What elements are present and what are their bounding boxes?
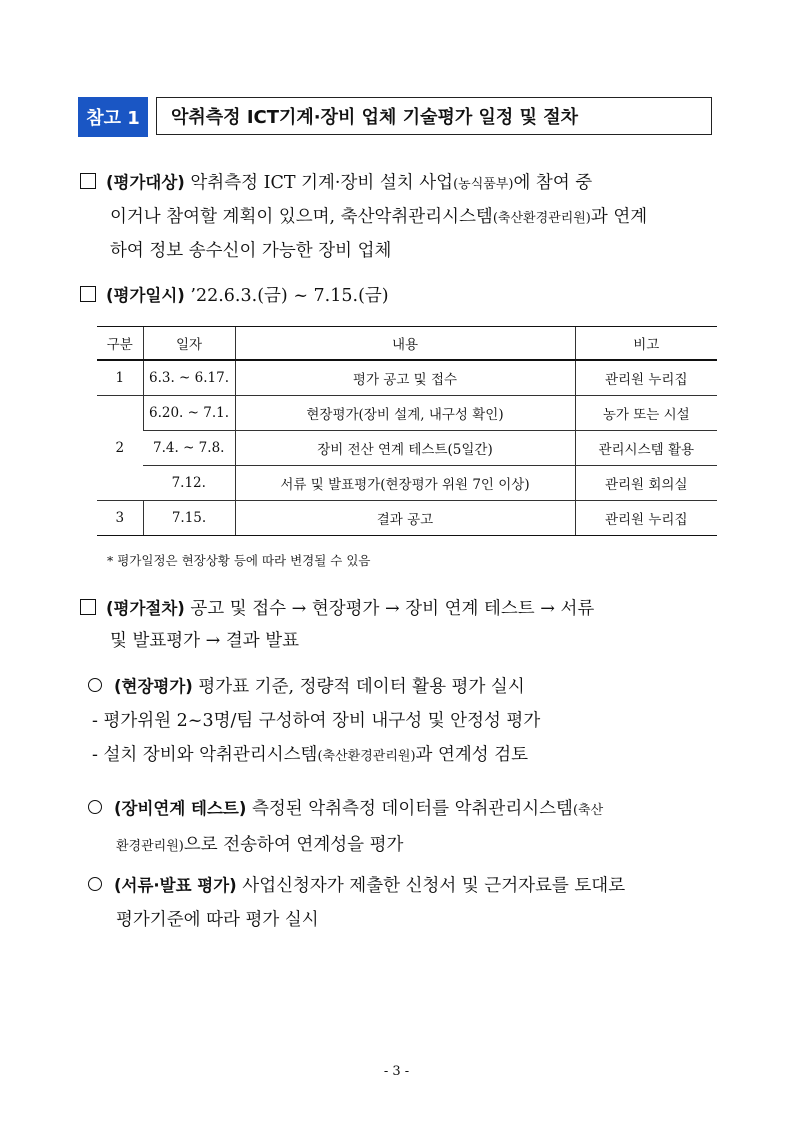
title-text: 악취측정 ICT기계·장비 업체 기술평가 일정 및 절차	[156, 97, 712, 135]
header-note: 비고	[575, 327, 717, 361]
section-procedure: (평가절차) 공고 및 접수 → 현장평가 → 장비 연계 테스트 → 서류 및 발표평가 → 결과 발표	[80, 593, 720, 657]
table-row: 7.4. ~ 7.8. 장비 전산 연계 테스트(5일간) 관리시스템 활용	[97, 431, 717, 466]
section-test: (장비연계 테스트) 측정된 악취측정 데이터를 악취관리시스템(축산 환경관리원)으로 전송하여 연계성을 평가	[88, 792, 728, 864]
checkbox-square-icon	[80, 286, 96, 302]
section-field: (현장평가) 평가표 기준, 정량적 데이터 활용 평가 실시 - 평가위원 2~3명/팀 구성하여 장비 내구성 및 안정성 평가 - 설치 장비와 악취관리시스템(축산환경관리원)과 연계성 검토	[88, 670, 728, 774]
title-badge: 참고 1	[78, 97, 148, 137]
page-title	[78, 97, 712, 137]
header-date: 일자	[143, 327, 235, 361]
bullet-circle-icon	[88, 678, 102, 692]
checkbox-square-icon	[80, 599, 96, 615]
table-row: 7.12. 서류 및 발표평가(현장평가 위원 7인 이상) 관리원 회의실	[97, 466, 717, 501]
section-docs: (서류·발표 평가) 사업신청자가 제출한 신청서 및 근거자료를 토대로 평가기준에 따라 평가 실시	[88, 869, 728, 937]
page-number: - 3 -	[383, 1064, 410, 1079]
schedule-note: * 평가일정은 현장상황 등에 따라 변경될 수 있음	[107, 553, 371, 568]
table-row: 1 6.3. ~ 6.17. 평가 공고 및 접수 관리원 누리집	[97, 360, 717, 396]
header-group: 구분	[97, 327, 143, 361]
schedule-table	[97, 326, 717, 536]
table-row: 2 6.20. ~ 7.1. 현장평가(장비 설계, 내구성 확인) 농가 또는 시설	[97, 396, 717, 431]
section-dates: (평가일시) ’22.6.3.(금) ~ 7.15.(금)	[80, 280, 720, 312]
table-row: 3 7.15. 결과 공고 관리원 누리집	[97, 501, 717, 536]
checkbox-square-icon	[80, 173, 96, 189]
bullet-circle-icon	[88, 877, 102, 891]
section-target: (평가대상) 악취측정 ICT 기계·장비 설치 사업(농식품부)에 참여 중 이거나 참여할 계획이 있으며, 축산악취관리시스템(축산환경관리원)과 연계 하여 정보 송수신이 가능한 장비 업체	[80, 167, 720, 267]
bullet-circle-icon	[88, 800, 102, 814]
header-content: 내용	[235, 327, 575, 361]
